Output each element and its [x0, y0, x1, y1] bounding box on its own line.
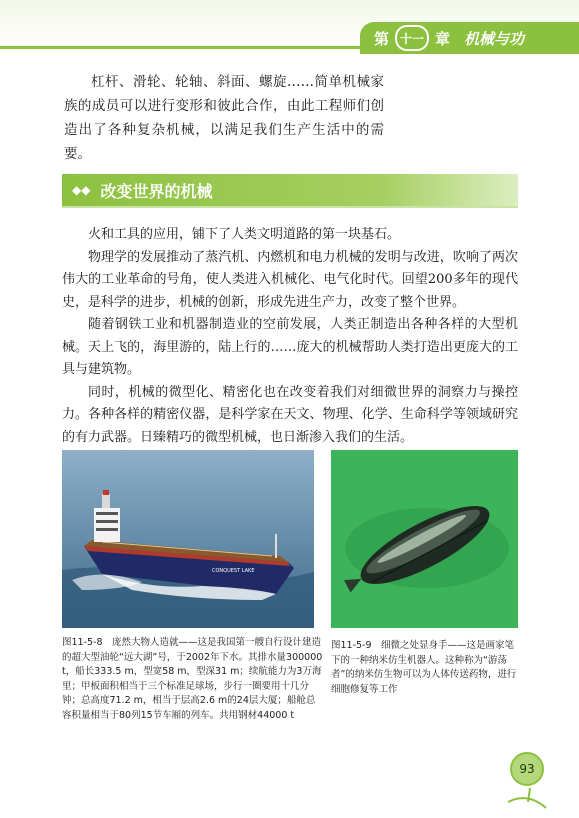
chapter-header — [360, 22, 579, 54]
robot-figure-caption: 图11-5-9 细微之处显身手——这是画家笔下的一种纳米仿生机器人。这种称为“游荡者”的纳米仿生物可以为人体传送药物，进行细胞修复等工作 — [331, 640, 517, 695]
oil-tanker-photo — [62, 450, 314, 628]
body-paragraph: 同时，机械的微型化、精密化也在改变着我们对细微世界的洞察力与操控力。各种各样的精密仪器，是科学家在天文、物理、化学、生命科学等领域研究的有力武器。日臻精巧的微型机械，也日渐渗入我们的生活。 — [62, 384, 518, 445]
section-title: 改变世界的机械 — [100, 181, 213, 201]
nano-robot-graphic — [331, 450, 518, 628]
section-heading — [62, 174, 518, 206]
ship-figure-caption: 图11-5-8 庞然大物人造就——这是我国第一艘自行设计建造的超大型油轮“远大湖”号，于2002年下水。其排水量300000 t，船长333.5 m，型宽58 m，型深31 m；续航能力为3万海里；甲板面积相当于三个标准足球场，步行一圈要用十几分钟；总高度71.2 m，相当于层高2.6 m的24层大厦；船舱总容积量相当于80列15节车厢的列车。共用钢材44000 t — [62, 637, 323, 721]
chapter-number: 十一 — [400, 31, 425, 46]
chapter-number-badge — [395, 25, 429, 51]
ship-hull-name: CONQUEST LAKE — [212, 568, 255, 574]
oil-tanker-illustration — [62, 450, 314, 628]
intro-paragraph: 杠杆、滑轮、轮轴、斜面、螺旋……简单机械家族的成员可以进行变形和彼此合作，由此工程师们创造出了各种复杂机械，以满足我们生产生活中的需要。 — [64, 74, 384, 162]
chapter-title: 机械与功 — [464, 29, 525, 48]
body-paragraph: 物理学的发展推动了蒸汽机、内燃机和电力机械的发明与改进，吹响了两次伟大的工业革命的号角，使人类进入机械化、电气化时代。回望200多年的现代史，是科学的进步，机械的创新，形成先进生产力，改变了整个世界。 — [62, 249, 518, 310]
chapter-suffix: 章 — [435, 29, 451, 48]
diamond-icon: ◆◆ — [72, 183, 91, 197]
section-underline — [62, 206, 518, 208]
nano-robot-illustration — [331, 450, 518, 628]
page-number-ornament — [500, 752, 560, 812]
chapter-prefix: 第 — [374, 29, 390, 48]
header-rule — [0, 46, 360, 49]
page-number: 93 — [510, 752, 544, 786]
body-paragraph: 火和工具的应用，铺下了人类文明道路的第一块基石。 — [88, 227, 401, 242]
intro-block — [64, 70, 384, 166]
body-paragraph: 随着钢铁工业和机器制造业的空前发展，人类正制造出各种各样的大型机械。天上飞的，海里游的，陆上行的……庞大的机械帮助人类打造出更庞大的工具与建筑物。 — [62, 317, 518, 377]
body-text — [62, 224, 518, 449]
